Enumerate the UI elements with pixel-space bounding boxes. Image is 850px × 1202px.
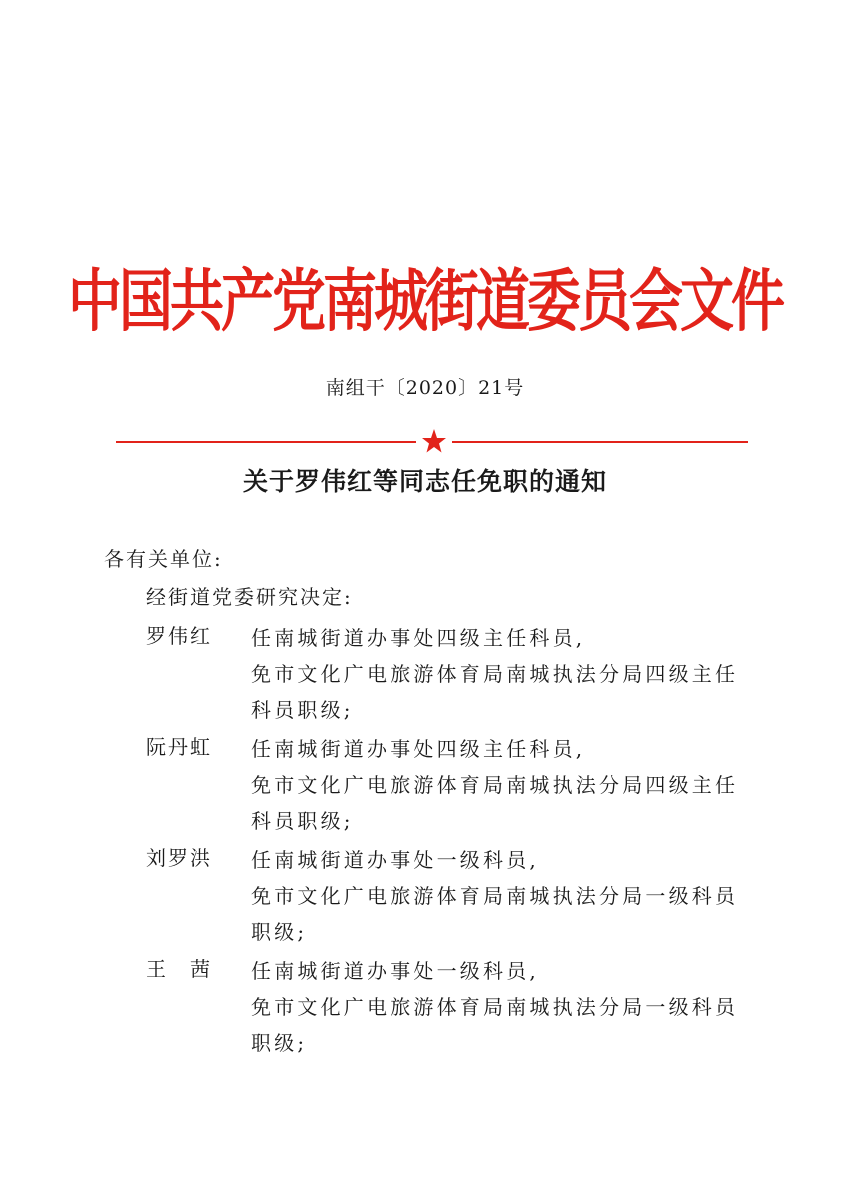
- document-number: 南组干〔2020〕21号: [325, 377, 525, 399]
- red-star-icon: [421, 428, 447, 454]
- removal-line: 免市文化广电旅游体育局南城执法分局四级主任: [251, 773, 739, 797]
- appointment-line: 任南城街道办事处四级主任科员,: [251, 737, 586, 761]
- removal-line: 免市文化广电旅游体育局南城执法分局一级科员: [251, 995, 739, 1019]
- appointment-entry: [0, 953, 850, 1061]
- person-name: 罗伟红: [146, 624, 212, 648]
- person-name: 阮丹虹: [146, 735, 212, 759]
- appointment-list: [0, 620, 850, 1064]
- person-name: 刘罗洪: [146, 846, 212, 870]
- removal-line-continued: 职级;: [251, 1031, 308, 1055]
- appointment-entry: [0, 842, 850, 950]
- intro-text: 经街道党委研究决定:: [146, 585, 353, 609]
- document-header-title: 中国共产党南城街道委员会文件: [68, 260, 782, 341]
- red-divider: [0, 431, 850, 455]
- appointment-entry: [0, 731, 850, 839]
- appointment-entry: [0, 620, 850, 728]
- appointment-line: 任南城街道办事处一级科员,: [251, 848, 539, 872]
- addressee: 各有关单位:: [104, 547, 223, 571]
- person-name: 王 茜: [146, 957, 212, 981]
- appointment-line: 任南城街道办事处一级科员,: [251, 959, 539, 983]
- appointment-line: 任南城街道办事处四级主任科员,: [251, 626, 586, 650]
- removal-line-continued: 科员职级;: [251, 809, 354, 833]
- divider-line-right: [452, 441, 748, 443]
- removal-line-continued: 科员职级;: [251, 698, 354, 722]
- divider-line-left: [116, 441, 416, 443]
- removal-line: 免市文化广电旅游体育局南城执法分局一级科员: [251, 884, 739, 908]
- removal-line-continued: 职级;: [251, 920, 308, 944]
- removal-line: 免市文化广电旅游体育局南城执法分局四级主任: [251, 662, 739, 686]
- notice-title: 关于罗伟红等同志任免职的通知: [242, 467, 607, 496]
